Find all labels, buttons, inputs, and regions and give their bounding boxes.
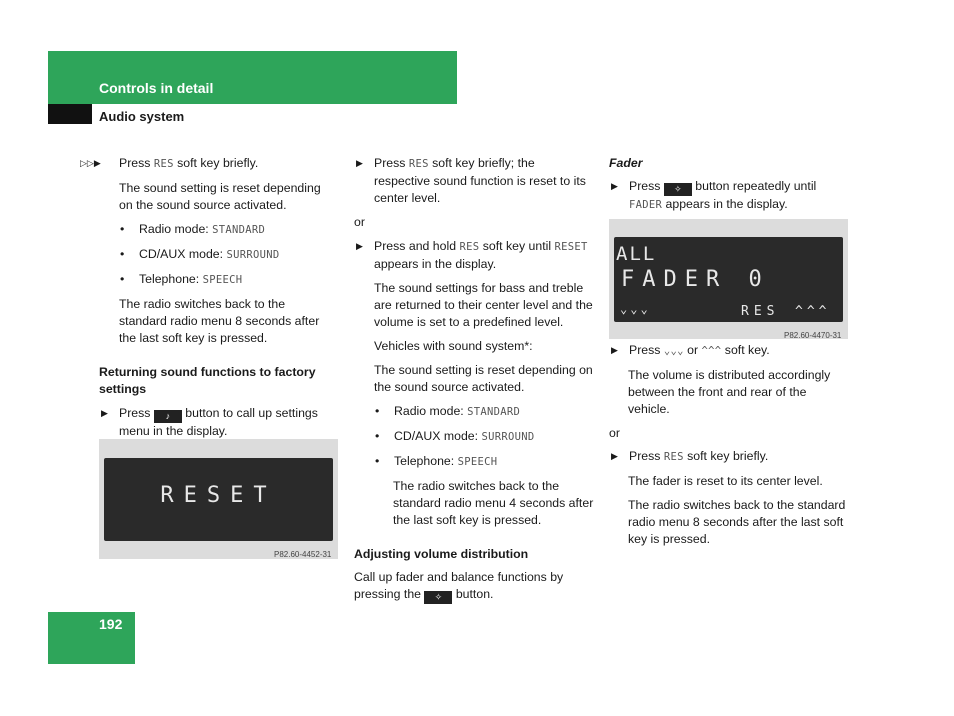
list-item: • CD/AUX mode: SURROUND [374, 428, 594, 446]
step-arrow-icon: ▶ [611, 451, 618, 461]
or-text: or [609, 426, 620, 440]
paragraph: The radio switches back to the standard radio menu 8 seconds after the last soft key is pressed. [119, 297, 320, 345]
step-press-res: ▶ Press RES soft key briefly; the respective sound function is reset to its center level. [356, 156, 586, 205]
step-press-fader-button: ▶ Press ✧ button repeatedly until FADER appears in the display. [611, 179, 817, 211]
display-res-softkey: RES [741, 304, 780, 319]
section-heading: Returning sound functions to factory settings [99, 365, 316, 396]
or-text: or [354, 215, 365, 229]
reset-display-figure [99, 439, 338, 559]
subsection-title: Audio system [99, 109, 185, 124]
column-3-lower [609, 342, 849, 548]
list-item: • Telephone: SPEECH [119, 271, 335, 289]
paragraph: The sound setting is reset depending on the sound source activated. [119, 181, 321, 212]
step-arrow-icon: ▶ [611, 181, 618, 191]
list-item: • Telephone: SPEECH [374, 453, 594, 471]
step-arrow-icon: ▶ [356, 158, 363, 168]
page-number: 192 [99, 616, 123, 632]
step-press-res: ▷▷▶ Press RES soft key briefly. [80, 156, 259, 170]
column-1 [80, 155, 335, 440]
display-down-softkey: ⌄⌄⌄ [620, 302, 651, 316]
section-heading: Fader [609, 156, 643, 170]
balance-fader-button-icon: ✧ [424, 591, 452, 604]
step-press-settings: ▶ Press ♪ button to call up settings menu in the display. [101, 406, 318, 438]
list-item: • Radio mode: STANDARD [119, 221, 335, 239]
step-arrow-icon: ▶ [101, 408, 108, 418]
continue-marker-icon: ▷▷▶ [80, 158, 101, 168]
settings-button-icon: ♪ [154, 410, 182, 423]
paragraph: Call up fader and balance functions by pressing the ✧ button. [354, 570, 564, 602]
fader-display-figure [609, 219, 848, 339]
paragraph: The sound settings for bass and treble are returned to their center level and the volume is set to a predefined level. [374, 281, 593, 329]
paragraph: The fader is reset to its center level. [628, 474, 823, 488]
step-arrow-icon: ▶ [356, 241, 363, 251]
display-fader-text: FADER 0 [621, 267, 770, 292]
column-2 [354, 155, 594, 604]
balance-fader-button-icon: ✧ [664, 183, 692, 196]
list-item: • Radio mode: STANDARD [374, 403, 594, 421]
paragraph: The volume is distributed accordingly between the front and rear of the vehicle. [628, 368, 831, 416]
display-up-softkey: ^^^ [795, 304, 831, 319]
paragraph: The sound setting is reset depending on the sound source activated. [374, 363, 593, 394]
step-press-softkeys: ▶ Press ⌄⌄⌄ or ^^^ soft key. [611, 343, 770, 357]
figure-id: P82.60-4452-31 [274, 550, 332, 559]
step-hold-res: ▶ Press and hold RES soft key until RESET appears in the display. [356, 239, 588, 271]
figure-id: P82.60-4470-31 [784, 331, 842, 340]
step-arrow-icon: ▶ [611, 345, 618, 355]
section-heading: Adjusting volume distribution [354, 547, 529, 561]
list-item: • CD/AUX mode: SURROUND [119, 246, 335, 264]
step-press-res: ▶ Press RES soft key briefly. [611, 449, 769, 463]
section-title: Controls in detail [99, 80, 214, 96]
paragraph: The radio switches back to the standard radio menu 8 seconds after the last soft key is pressed. [628, 498, 846, 546]
paragraph: Vehicles with sound system*: [374, 339, 533, 353]
column-3 [609, 155, 849, 214]
section-tab-marker [48, 104, 92, 124]
display-all-text: ALL [616, 243, 657, 265]
paragraph: The radio switches back to the standard radio menu 4 seconds after the last soft key is pressed. [393, 479, 594, 527]
display-reset-text: RESET [160, 483, 277, 508]
